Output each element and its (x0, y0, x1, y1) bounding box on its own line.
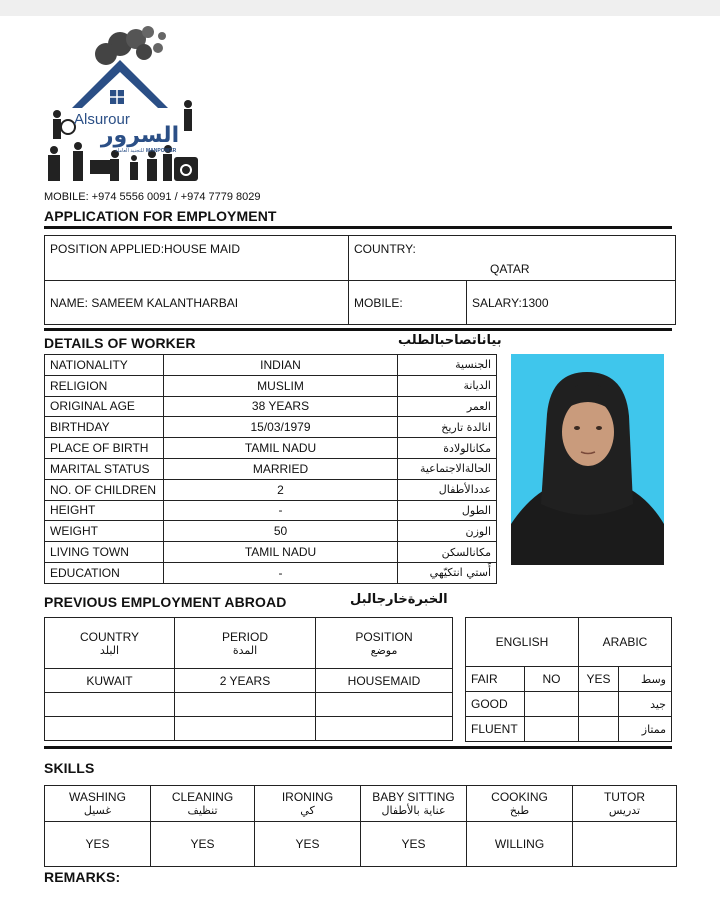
logo-latin-text: Alsurour (74, 111, 130, 128)
detail-label-ar: الجنسية (398, 355, 497, 376)
remarks-label: REMARKS: (44, 869, 121, 885)
details-rule (44, 328, 672, 331)
detail-value: 15/03/1979 (164, 417, 398, 438)
previous-cell (316, 717, 453, 741)
previous-heading: PREVIOUS EMPLOYMENT ABROAD (44, 594, 287, 610)
detail-value: MUSLIM (164, 375, 398, 396)
language-arabic-value (579, 717, 619, 742)
skill-value: YES (45, 822, 151, 867)
previous-column-header (175, 618, 316, 669)
detail-label: HEIGHT (45, 500, 164, 521)
skill-ar: طبخ (509, 804, 530, 817)
language-arabic-value: YES (579, 667, 619, 692)
skill-ar: غسيل (83, 804, 112, 817)
details-heading-ar: بياناتصاحبالطلب (398, 333, 502, 348)
detail-label: EDUCATION (45, 562, 164, 583)
previous-cell: 2 YEARS (175, 669, 316, 693)
country-cell (349, 236, 676, 281)
skill-en: CLEANING (171, 790, 234, 804)
skill-en: COOKING (491, 790, 548, 804)
previous-header-row (45, 618, 453, 669)
skill-header (467, 786, 573, 822)
previous-row (45, 717, 453, 741)
skill-en: IRONING (281, 790, 334, 804)
language-level: GOOD (466, 692, 525, 717)
detail-row (45, 458, 497, 479)
detail-row (45, 375, 497, 396)
company-mobile: MOBILE: +974 5556 0091 / +974 7779 8029 (44, 191, 261, 203)
previous-employment-table (44, 617, 453, 741)
language-header-row (466, 618, 672, 667)
skills-value-row (45, 822, 677, 867)
detail-value: TAMIL NADU (164, 438, 398, 459)
language-table (465, 617, 672, 742)
salary: SALARY:1300 (467, 281, 676, 325)
detail-row (45, 521, 497, 542)
language-level-ar: وسط (619, 667, 672, 692)
detail-label-ar: الطول (398, 500, 497, 521)
previous-cell: HOUSEMAID (316, 669, 453, 693)
previous-column-ar: موضع (370, 643, 398, 657)
detail-value: - (164, 500, 398, 521)
detail-value: TAMIL NADU (164, 542, 398, 563)
skill-value: YES (361, 822, 467, 867)
detail-value: - (164, 562, 398, 583)
previous-column-ar: البلد (99, 643, 120, 657)
detail-row (45, 562, 497, 583)
skill-header (573, 786, 677, 822)
language-level: FAIR (466, 667, 525, 692)
previous-cell (45, 717, 175, 741)
page-title: APPLICATION FOR EMPLOYMENT (44, 208, 277, 224)
detail-label-ar: العمر (398, 396, 497, 417)
language-english-value (525, 692, 579, 717)
skill-header (255, 786, 361, 822)
company-logo (40, 24, 210, 194)
mobile-label: MOBILE: (349, 281, 467, 325)
detail-label: PLACE OF BIRTH (45, 438, 164, 459)
worker-details-table (44, 354, 497, 584)
previous-row (45, 669, 453, 693)
detail-label: NO. OF CHILDREN (45, 479, 164, 500)
previous-cell: KUWAIT (45, 669, 175, 693)
detail-row (45, 355, 497, 376)
language-row (466, 717, 672, 742)
detail-label-ar: الوزن (398, 521, 497, 542)
detail-label: RELIGION (45, 375, 164, 396)
language-level-ar: ممتاز (619, 717, 672, 742)
detail-label: ORIGINAL AGE (45, 396, 164, 417)
detail-label-ar: مكانالسكن (398, 542, 497, 563)
detail-value: MARRIED (164, 458, 398, 479)
previous-column-en: COUNTRY (79, 629, 140, 644)
applicant-name: NAME: SAMEEM KALANTHARBAI (45, 281, 349, 325)
skills-header-row (45, 786, 677, 822)
language-english-value (525, 717, 579, 742)
logo-sub-arabic: للتجنيد العاملة (114, 148, 144, 154)
skill-value: YES (151, 822, 255, 867)
skill-ar: عناية بالأطفال (381, 804, 446, 817)
previous-column-header (316, 618, 453, 669)
detail-label-ar: انالدة تاريخ (398, 417, 497, 438)
skill-header (361, 786, 467, 822)
language-arabic-header: ARABIC (579, 618, 672, 667)
previous-column-header (45, 618, 175, 669)
previous-cell (175, 717, 316, 741)
previous-heading-ar: الخبرةخارجالبل (350, 592, 448, 607)
skill-ar: كي (300, 804, 315, 817)
logo-arabic-text: السرور (100, 123, 180, 148)
detail-label: MARITAL STATUS (45, 458, 164, 479)
details-heading: DETAILS OF WORKER (44, 335, 196, 351)
language-arabic-value (579, 692, 619, 717)
skill-header (151, 786, 255, 822)
detail-label-ar: مكانالولادة (398, 438, 497, 459)
position-applied: POSITION APPLIED:HOUSE MAID (45, 236, 349, 281)
logo-sub-text: MANPOWER (146, 148, 177, 154)
skills-table (44, 785, 677, 867)
country-value: QATAR (490, 262, 530, 276)
application-table (44, 235, 676, 325)
detail-row (45, 500, 497, 521)
detail-value: 50 (164, 521, 398, 542)
detail-label-ar: الحالةالاجتماعية (398, 458, 497, 479)
skill-ar: تدريس (608, 804, 641, 817)
detail-label: BIRTHDAY (45, 417, 164, 438)
previous-column-ar: المدة (232, 643, 258, 657)
worker-photo (511, 354, 664, 565)
detail-row (45, 396, 497, 417)
language-row (466, 667, 672, 692)
detail-row (45, 542, 497, 563)
detail-label: LIVING TOWN (45, 542, 164, 563)
detail-row (45, 417, 497, 438)
previous-cell (175, 693, 316, 717)
detail-label: WEIGHT (45, 521, 164, 542)
previous-row (45, 693, 453, 717)
detail-label-ar: الديانة (398, 375, 497, 396)
skill-en: TUTOR (603, 790, 646, 804)
country-label: COUNTRY: (354, 242, 416, 256)
skill-value: WILLING (467, 822, 573, 867)
skill-en: BABY SITTING (372, 790, 455, 804)
detail-label-ar: أّستي انتكيّهي (398, 562, 497, 583)
language-english-value: NO (525, 667, 579, 692)
skill-en: WASHING (69, 790, 126, 804)
language-level-ar: جيد (619, 692, 672, 717)
title-rule (44, 226, 672, 229)
top-bar (0, 0, 720, 16)
language-row (466, 692, 672, 717)
language-english-header: ENGLISH (466, 618, 579, 667)
previous-column-en: PERIOD (221, 629, 268, 644)
skill-ar: تنظيف (187, 804, 218, 817)
skill-header (45, 786, 151, 822)
detail-label: NATIONALITY (45, 355, 164, 376)
detail-row (45, 438, 497, 459)
skills-heading: SKILLS (44, 760, 95, 776)
skill-value (573, 822, 677, 867)
previous-cell (45, 693, 175, 717)
detail-label-ar: عددالأطفال (398, 479, 497, 500)
detail-value: 38 YEARS (164, 396, 398, 417)
language-level: FLUENT (466, 717, 525, 742)
logo-graphic (40, 24, 210, 194)
previous-column-en: POSITION (355, 629, 413, 644)
skills-rule (44, 746, 672, 749)
detail-value: 2 (164, 479, 398, 500)
skill-value: YES (255, 822, 361, 867)
detail-row (45, 479, 497, 500)
detail-value: INDIAN (164, 355, 398, 376)
previous-cell (316, 693, 453, 717)
